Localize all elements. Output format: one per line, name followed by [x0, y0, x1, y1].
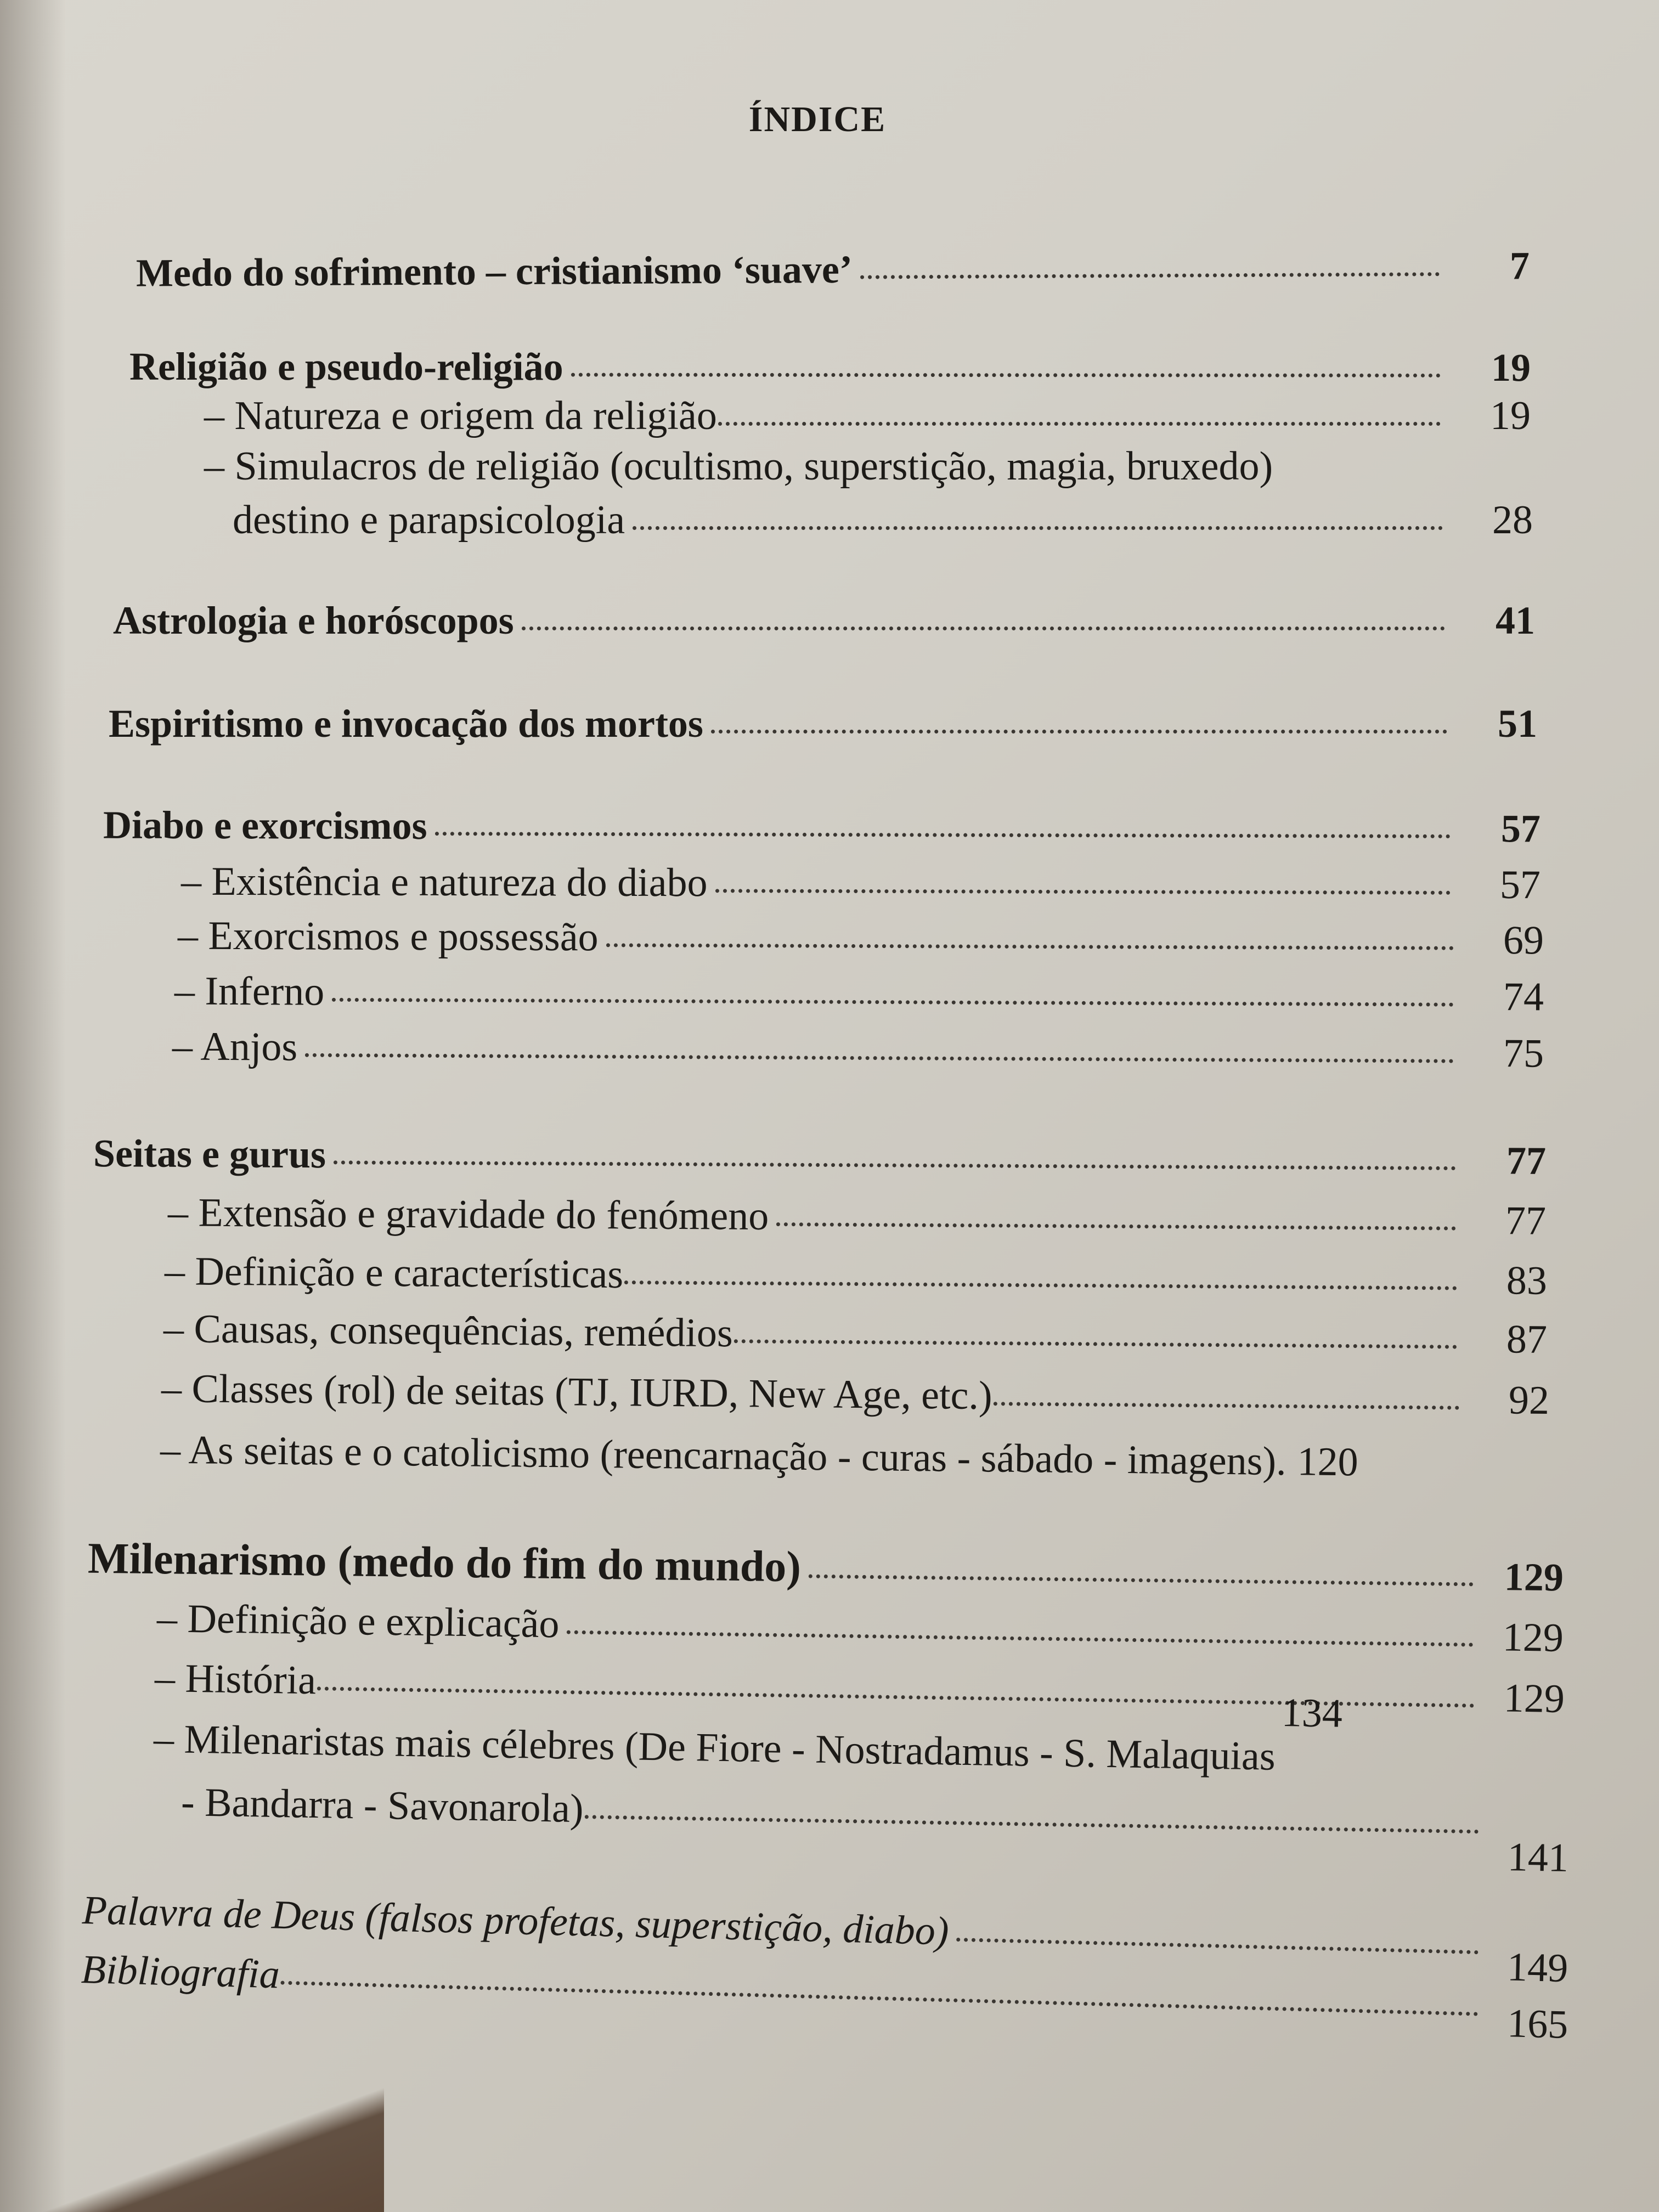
entry-title: Bibliografia [80, 1947, 280, 1997]
entry-title: – Exorcismos e possessão [177, 913, 599, 960]
dot-leader [280, 1981, 1479, 2016]
dot-leader [305, 1053, 1454, 1063]
entry-page-number: 87 [1506, 1317, 1548, 1362]
entry-page-number: 134 [1281, 1690, 1343, 1736]
dot-leader [734, 1339, 1457, 1348]
toc-subentry-classes-seitas [161, 1365, 1550, 1424]
entry-title: Religião e pseudo-religião [129, 344, 563, 389]
toc-entry-seitas [93, 1131, 1546, 1184]
toc-subentry-natureza-origem [204, 393, 1531, 439]
entry-page-number: 149 [1506, 1944, 1569, 1991]
toc-entry-astrologia [113, 598, 1535, 644]
toc-subentry-definicao-caracteristicas [165, 1248, 1548, 1305]
dot-leader [435, 832, 1451, 838]
entry-title: – Natureza e origem da religião [204, 393, 717, 438]
dot-leader [718, 422, 1441, 426]
entry-page-number: 19 [1491, 346, 1531, 390]
entry-page-number: 51 [1498, 702, 1537, 746]
entry-title: – Simulacros de religião (ocultismo, superstição, magia, bruxedo) [204, 444, 1273, 489]
entry-page-number: 69 [1503, 918, 1544, 963]
dot-leader [711, 730, 1447, 733]
dot-leader [584, 1815, 1479, 1833]
toc-subentry-definicao-explicacao [157, 1595, 1564, 1662]
entry-title: Medo do sofrimento – cristianismo ‘suave’ [136, 247, 853, 295]
entry-title: – Definição e explicação [156, 1596, 560, 1647]
entry-title: Diabo e exorcismos [103, 803, 427, 848]
entry-title: – Anjos [172, 1024, 298, 1070]
entry-title: – Inferno [174, 968, 325, 1014]
entry-title: Palavra de Deus (falsos profetas, superstição, diabo) [82, 1888, 950, 1954]
toc-subentry-simulacros-line1 [204, 443, 1273, 490]
entry-title: destino e parapsicologia [233, 498, 625, 543]
toc-entry-diabo [103, 803, 1541, 852]
entry-page-number: 165 [1506, 2001, 1569, 2047]
entry-page-number: 41 [1496, 599, 1535, 642]
entry-page-number: 141 [1507, 1835, 1569, 1881]
toc-subentry-exorcismos [178, 913, 1544, 964]
entry-title: – Extensão e gravidade do fenómeno [167, 1190, 769, 1239]
dot-leader [624, 1280, 1457, 1290]
entry-page-number: 77 [1506, 1138, 1547, 1183]
entry-title: – História [154, 1655, 317, 1703]
toc-entry-espiritismo [109, 701, 1537, 747]
page-title: ÍNDICE [748, 99, 887, 139]
entry-page-number: 57 [1499, 862, 1541, 908]
entry-page-number: 7 [1509, 244, 1530, 288]
toc-subentry-anjos [172, 1023, 1544, 1077]
toc-entry-religiao [129, 344, 1531, 391]
toc-subentry-seitas-catolicismo [160, 1427, 1565, 1488]
entry-title: – As seitas e o catolicismo (reencarnação - curas - sábado - imagens). [160, 1427, 1287, 1485]
entry-page-number: 57 [1500, 806, 1541, 851]
dot-leader [633, 526, 1443, 530]
entry-page-number: 28 [1492, 498, 1533, 543]
dot-leader [956, 1938, 1479, 1954]
entry-title: – Classes (rol) de seitas (TJ, IURD, New Age, etc.) [161, 1365, 992, 1419]
dot-leader [334, 1160, 1456, 1170]
entry-title: Astrologia e horóscopos [113, 599, 514, 642]
entry-title: – Definição e características [164, 1249, 624, 1297]
toc-subentry-extensao [168, 1189, 1546, 1244]
dot-leader [776, 1222, 1456, 1231]
toc-subentry-milenaristas-line2 [180, 1779, 1569, 1881]
entry-page-number: 129 [1504, 1555, 1564, 1600]
dot-leader [860, 272, 1440, 279]
entry-page-number: 75 [1503, 1031, 1544, 1076]
entry-page-number: 19 [1490, 393, 1531, 438]
entry-page-number: 129 [1503, 1675, 1565, 1722]
toc-subentry-causas [163, 1306, 1548, 1363]
dot-leader [567, 1630, 1473, 1647]
entry-title: Milenarismo (medo do fim do mundo) [87, 1534, 802, 1592]
dot-leader [715, 889, 1451, 895]
entry-title: - Bandarra - Savonarola) [180, 1780, 584, 1832]
entry-title: – Causas, consequências, remédios [163, 1306, 733, 1356]
toc-subentry-inferno [174, 968, 1544, 1021]
entry-title: – Existência e natureza do diabo [180, 859, 708, 906]
entry-title: – Milenaristas mais célebres (De Fiore - Nostradamus - S. Malaquias [153, 1716, 1276, 1779]
dot-leader [606, 943, 1454, 950]
entry-page-number: 77 [1505, 1198, 1547, 1244]
dot-leader [993, 1402, 1459, 1409]
entry-page-number: 92 [1508, 1378, 1550, 1424]
entry-title: Espiritismo e invocação dos mortos [109, 702, 703, 746]
dot-leader [809, 1575, 1474, 1587]
entry-page-number: 129 [1502, 1615, 1564, 1661]
entry-page-number: 120 [1297, 1439, 1359, 1485]
toc-subentry-simulacros-line2 [233, 497, 1533, 544]
dot-leader [522, 627, 1445, 630]
table-surface-corner [0, 2030, 384, 2212]
entry-page-number: 74 [1503, 974, 1544, 1020]
entry-page-number: 83 [1506, 1258, 1548, 1304]
dot-leader [571, 373, 1441, 377]
toc-subentry-historia [155, 1655, 1565, 1723]
toc-entry-medo-do-sofrimento [136, 243, 1530, 296]
entry-title: Seitas e gurus [93, 1131, 326, 1177]
toc-entry-milenarismo [88, 1534, 1564, 1602]
toc-subentry-existencia-diabo [181, 859, 1541, 909]
dot-leader [332, 998, 1454, 1007]
